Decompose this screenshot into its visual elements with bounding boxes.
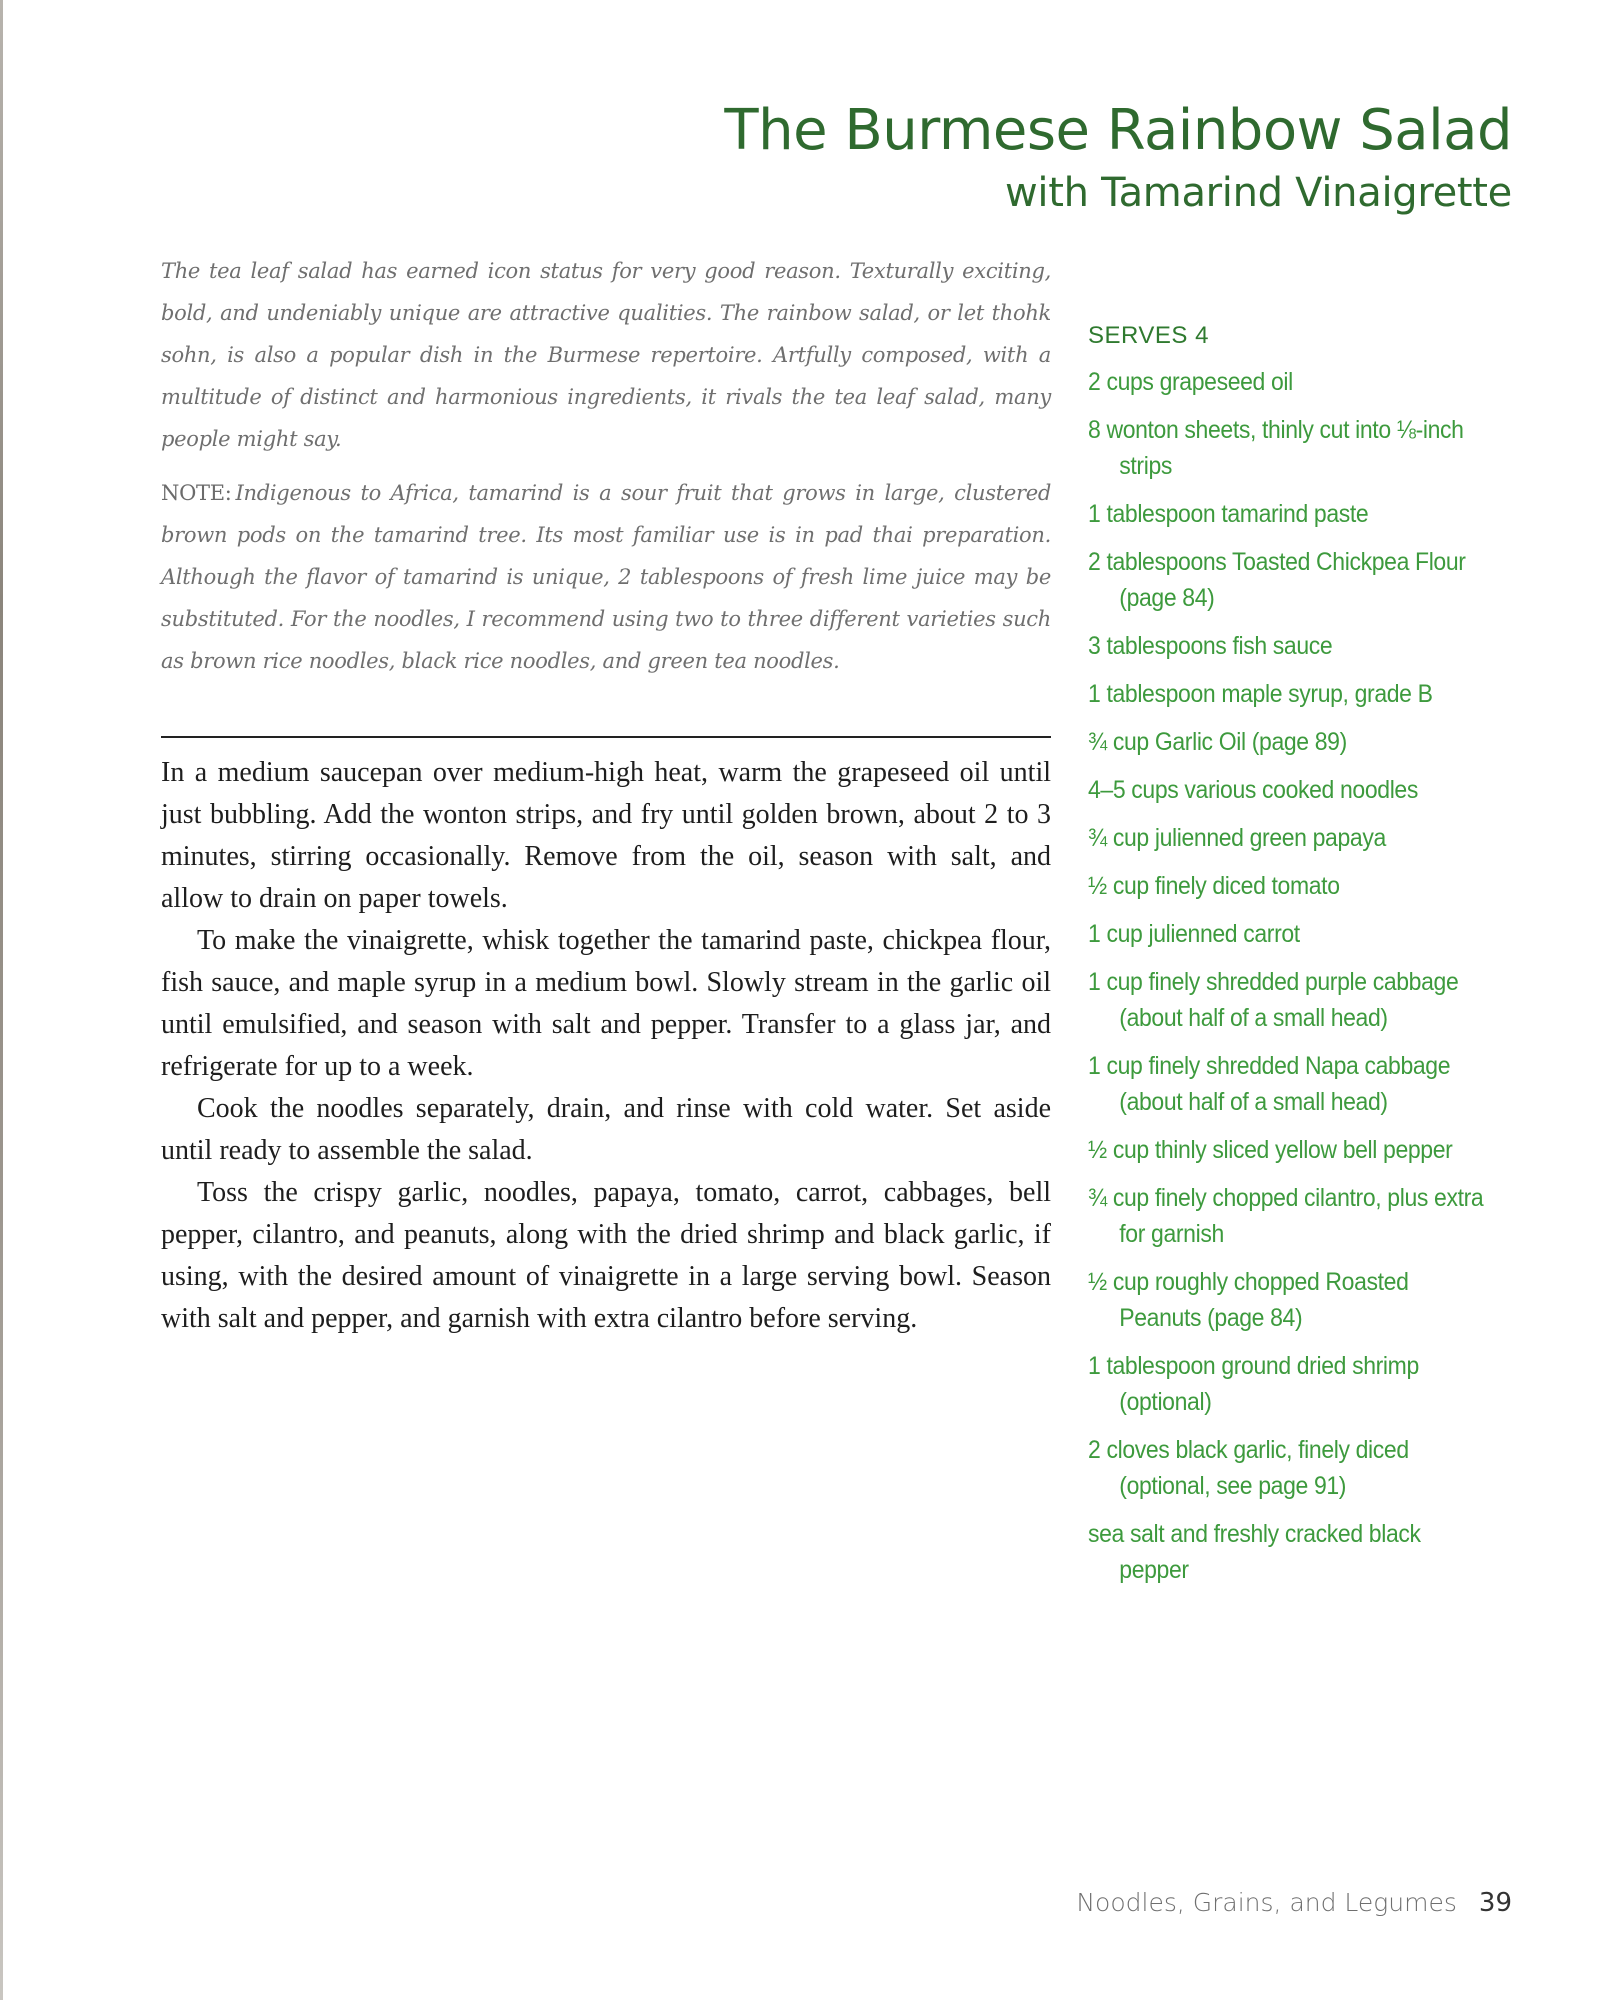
recipe-title-block [724,96,1512,220]
method-paragraph: Toss the crispy garlic, noodles, papaya, tomato, carrot, cabbages, bell pepper, cilantro, and peanuts, along with the dried shrimp and black garlic, if using, with the desired amount of vinaigrette in a large serving bowl. Season with salt and pepper, and garnish with extra cilantro before serving. [161,1177,1051,1334]
ingredient-item: 1 cup julienned carrot [1088,920,1300,948]
ingredients-column [1088,318,1528,1600]
recipe-headnote: The tea leaf salad has earned icon status for very good reason. Texturally exciting, bold, and undeniably unique are attractive qualities. The rainbow salad, or let thohk sohn, is also a popular dish in the Burmese repertoire. Artfully composed, with a multitude of distinct and harmonious ingredients, it rivals the tea leaf salad, many people might say. [161,259,1051,451]
recipe-subtitle: with Tamarind Vinaigrette [1004,170,1512,216]
footer-section-title: Noodles, Grains, and Legumes [1076,1888,1457,1917]
page-edge-strip [0,0,3,2000]
method-paragraph: To make the vinaigrette, whisk together the tamarind paste, chickpea flour, fish sauce, and maple syrup in a medium bowl. Slowly stream in the garlic oil until emulsified, and season with salt and pepper. Transfer to a glass jar, and refrigerate for up to a week. [161,925,1051,1082]
ingredient-item: ¾ cup Garlic Oil (page 89) [1088,728,1347,756]
ingredient-item: sea salt and freshly cracked black pepper [1088,1520,1421,1584]
ingredient-item: 4–5 cups various cooked noodles [1088,776,1418,804]
section-divider [161,736,1051,738]
method-paragraph: In a medium saucepan over medium-high heat, warm the grapeseed oil until just bubbling. Add the wonton strips, and fry until golden brown, about 2 to 3 minutes, stirring occasionally. Remove from the oil, season with salt, and allow to drain on paper towels. [161,757,1051,914]
method-paragraph: Cook the noodles separately, drain, and rinse with cold water. Set aside until ready to assemble the salad. [161,1093,1051,1166]
ingredient-list [1088,364,1528,1588]
ingredient-item: ½ cup thinly sliced yellow bell pepper [1088,1136,1453,1164]
ingredient-item: 1 tablespoon ground dried shrimp (optional) [1088,1352,1419,1416]
method-instructions [161,752,1051,1340]
recipe-note [161,472,1051,682]
ingredient-item: 1 cup finely shredded purple cabbage (about half of a small head) [1088,968,1459,1032]
ingredient-item: 1 tablespoon maple syrup, grade B [1088,680,1433,708]
left-column [161,250,1051,1340]
ingredient-item: ¾ cup julienned green papaya [1088,824,1386,852]
note-text: Indigenous to Africa, tamarind is a sour fruit that grows in large, clustered brown pods on the tamarind tree. Its most familiar use is in pad thai preparation. Although the flavor of tamarind is unique, 2 tablespoons of fresh lime juice may be substituted. For the noodles, I recommend using two to three different varieties such as brown rice noodles, black rice noodles, and green tea noodles. [161,481,1051,673]
ingredient-item: 2 cups grapeseed oil [1088,368,1293,396]
recipe-title: The Burmese Rainbow Salad [724,98,1512,163]
ingredient-item: ½ cup roughly chopped Roasted Peanuts (page 84) [1088,1268,1409,1332]
page-footer [1076,1888,1512,1918]
page-number: 39 [1478,1888,1512,1918]
note-label: NOTE: [161,481,232,505]
ingredient-item: ½ cup finely diced tomato [1088,872,1340,900]
ingredient-item: ¾ cup finely chopped cilantro, plus extra for garnish [1088,1184,1484,1248]
ingredient-item: 2 cloves black garlic, finely diced (optional, see page 91) [1088,1436,1409,1500]
ingredient-item: 1 cup finely shredded Napa cabbage (about half of a small head) [1088,1052,1451,1116]
ingredient-item: 3 tablespoons fish sauce [1088,632,1333,660]
serves-count: SERVES 4 [1088,322,1209,349]
ingredient-item: 1 tablespoon tamarind paste [1088,500,1369,528]
ingredient-item: 2 tablespoons Toasted Chickpea Flour (page 84) [1088,548,1466,612]
ingredient-item: 8 wonton sheets, thinly cut into ⅛-inch strips [1088,416,1464,480]
